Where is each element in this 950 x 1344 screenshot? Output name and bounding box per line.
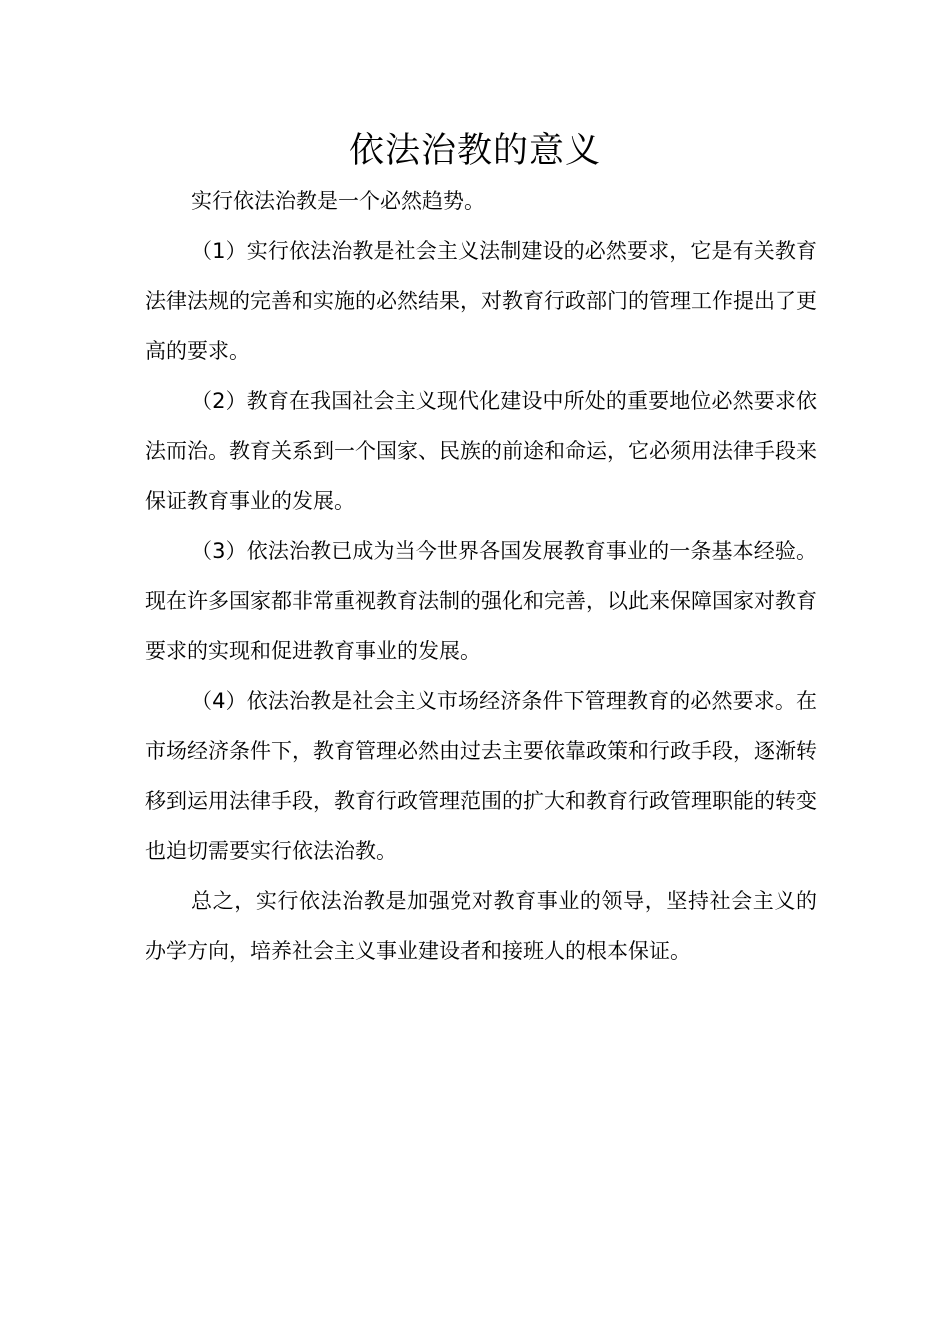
paragraph-point-3: （3）依法治教已成为当今世界各国发展教育事业的一条基本经验。现在许多国家都非常重视教育法制的强化和完善，以此来保障国家对教育要求的实现和促进教育事业的发展。 [145,539,817,663]
paragraph-conclusion: 总之，实行依法治教是加强党对教育事业的领导，坚持社会主义的办学方向，培养社会主义事业建设者和接班人的根本保证。 [145,889,817,963]
paragraph-intro: 实行依法治教是一个必然趋势。 [191,189,485,213]
paragraph-point-2: （2）教育在我国社会主义现代化建设中所处的重要地位必然要求依法而治。教育关系到一个国家、民族的前途和命运，它必须用法律手段来保证教育事业的发展。 [145,389,817,513]
paragraph-point-1: （1）实行依法治教是社会主义法制建设的必然要求，它是有关教育法律法规的完善和实施的必然结果，对教育行政部门的管理工作提出了更高的要求。 [145,239,817,363]
paragraph-point-4: （4）依法治教是社会主义市场经济条件下管理教育的必然要求。在市场经济条件下，教育管理必然由过去主要依靠政策和行政手段，逐渐转移到运用法律手段，教育行政管理范围的扩大和教育行政管理职能的转变也迫切需要实行依法治教。 [145,689,817,863]
document-title: 依法治教的意义 [348,131,601,171]
document-body [145,176,817,976]
